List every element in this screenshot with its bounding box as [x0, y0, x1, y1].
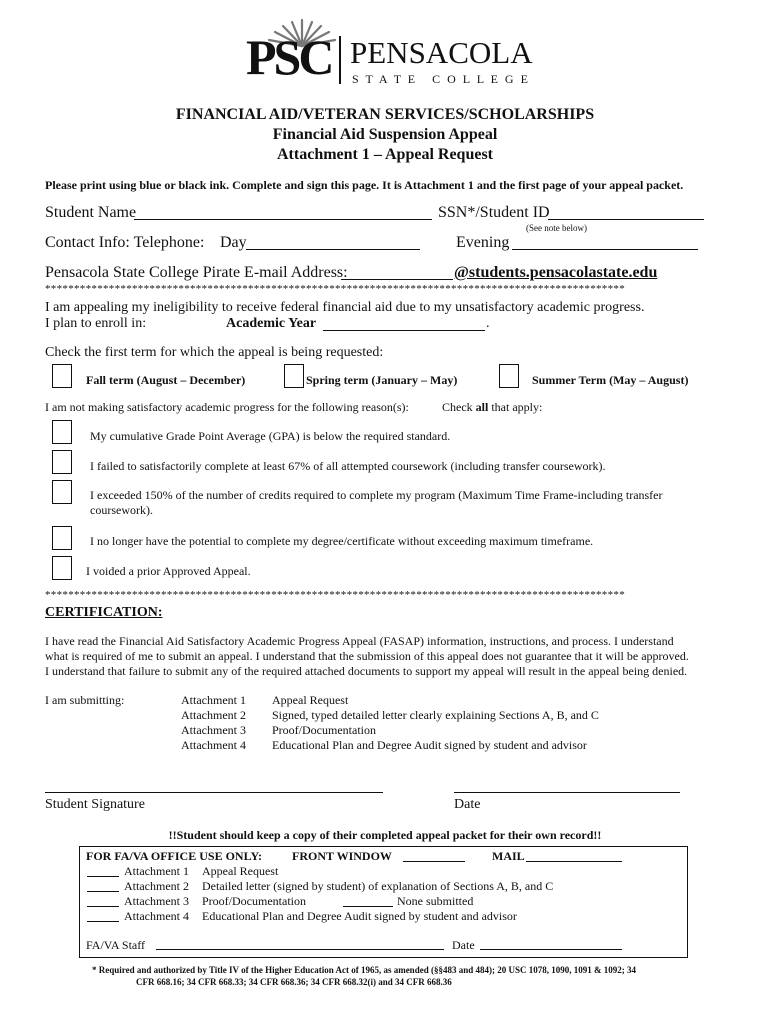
page-subtitle-2: Attachment 1 – Appeal Request [277, 146, 493, 163]
email-field[interactable] [341, 279, 453, 280]
none-submitted-label: None submitted [397, 894, 474, 908]
day-phone-field[interactable] [246, 249, 420, 250]
reason-max-timeframe-checkbox[interactable] [52, 480, 72, 504]
submitting-label: I am submitting: [45, 693, 125, 707]
logo-name: PENSACOLA [350, 35, 533, 70]
office-use-title: FOR FA/VA OFFICE USE ONLY [86, 849, 259, 863]
check-first-term: Check the first term for which the appeal is being requested: [45, 345, 384, 360]
submit-attachment-1: Attachment 1 [181, 693, 246, 707]
office-attachment-4: Attachment 4 [124, 909, 189, 923]
spring-term-checkbox[interactable] [284, 364, 304, 388]
submit-attachment-3: Attachment 3 [181, 723, 246, 737]
instructions: Please print using blue or black ink. Complete and sign this page. It is Attachment 1 and the first page of your appeal packet. [45, 178, 684, 192]
page-subtitle-1: Financial Aid Suspension Appeal [272, 126, 498, 143]
page-title: FINANCIAL AID/VETERAN SERVICES/SCHOLARSHIPS [175, 106, 595, 123]
office-date-field[interactable] [480, 949, 622, 950]
spring-term-label: Spring term (January – May) [306, 373, 458, 387]
office-check-1[interactable] [87, 876, 119, 877]
signature-date-field[interactable] [454, 792, 680, 793]
office-desc-4: Educational Plan and Degree Audit signed by student and advisor [202, 909, 517, 923]
period: . [486, 316, 490, 331]
fall-term-checkbox[interactable] [52, 364, 72, 388]
reasons-intro: I am not making satisfactory academic progress for the following reason(s): [45, 400, 409, 414]
day-label: Day [220, 234, 247, 251]
student-signature-field[interactable] [45, 792, 383, 793]
reason-voided: I voided a prior Approved Appeal. [86, 564, 251, 578]
summer-term-label: Summer Term (May – August) [532, 373, 689, 387]
logo-divider [339, 36, 341, 84]
submit-attachment-2: Attachment 2 [181, 708, 246, 722]
office-check-4[interactable] [87, 921, 119, 922]
staff-label: FA/VA Staff [86, 938, 146, 952]
submit-desc-3: Proof/Documentation [272, 723, 376, 737]
divider-stars: **************************************************************************************************** [45, 283, 625, 295]
reason-gpa-checkbox[interactable] [52, 420, 72, 444]
reason-potential-checkbox[interactable] [52, 526, 72, 550]
certification-text-1: I have read the Financial Aid Satisfactory Academic Progress Appeal (FASAP) information, instructions, and process. I understand [45, 634, 674, 648]
summer-term-checkbox[interactable] [499, 364, 519, 388]
office-desc-2: Detailed letter (signed by student) of explanation of Sections A, B, and C [202, 879, 554, 893]
reason-max-timeframe: I exceeded 150% of the number of credits required to complete my program (Maximum Time Frame-including transfer [90, 488, 663, 502]
check-all-note [442, 400, 542, 415]
office-use-heading [86, 849, 262, 864]
contact-info-label: Contact Info: Telephone: [45, 234, 205, 251]
ssn-field[interactable] [548, 219, 704, 220]
front-window-label: FRONT WINDOW [292, 849, 392, 863]
email-domain: @students.pensacolastate.edu [454, 264, 658, 281]
submit-attachment-4: Attachment 4 [181, 738, 246, 752]
academic-year-field[interactable] [323, 330, 485, 331]
keep-copy-notice: !!Student should keep a copy of their completed appeal packet for their own record!! [168, 828, 602, 842]
submit-desc-4: Educational Plan and Degree Audit signed by student and advisor [272, 738, 587, 752]
check-all-bold: all [475, 400, 489, 414]
mail-label: MAIL [492, 849, 525, 863]
certification-text-2: what is required of me to submit an appeal. I understand that the submission of this appeal does not guarantee that it will be approved. [45, 649, 689, 663]
mail-field[interactable] [526, 861, 622, 862]
email-label: Pensacola State College Pirate E-mail Address: [45, 264, 348, 281]
office-desc-1: Appeal Request [202, 864, 279, 878]
reason-voided-checkbox[interactable] [52, 556, 72, 580]
submit-desc-2: Signed, typed detailed letter clearly explaining Sections A, B, and C [272, 708, 599, 722]
office-date-label: Date [452, 938, 475, 952]
student-signature-label: Student Signature [45, 797, 145, 812]
office-attachment-2: Attachment 2 [124, 879, 189, 893]
office-desc-3: Proof/Documentation [202, 894, 306, 908]
office-check-3[interactable] [87, 906, 119, 907]
divider-stars-2: **************************************************************************************************** [45, 589, 625, 601]
office-use-colon: : [258, 849, 263, 863]
student-name-label: Student Name [45, 204, 137, 221]
reason-completion-checkbox[interactable] [52, 450, 72, 474]
logo-subtitle: S T A T E C O L L E G E [352, 72, 530, 86]
certification-heading: CERTIFICATION: [45, 605, 163, 620]
reason-gpa: My cumulative Grade Point Average (GPA) is below the required standard. [90, 429, 451, 443]
certification-text-3: I understand that failure to submit any of the required attached documents to support my appeal will result in the appeal being denied. [45, 664, 688, 678]
office-check-2[interactable] [87, 891, 119, 892]
student-name-field[interactable] [134, 219, 432, 220]
enroll-label: I plan to enroll in: [45, 316, 147, 331]
office-attachment-3: Attachment 3 [124, 894, 189, 908]
ssn-label: SSN*/Student ID [438, 204, 550, 221]
staff-field[interactable] [156, 949, 444, 950]
appeal-statement: I am appealing my ineligibility to receive federal financial aid due to my unsatisfactory academic progress. [45, 300, 645, 315]
reason-completion: I failed to satisfactorily complete at least 67% of all attempted coursework (including transfer coursework). [90, 459, 606, 473]
front-window-field[interactable] [403, 861, 465, 862]
check-all-post: that apply: [488, 400, 543, 414]
signature-date-label: Date [454, 797, 481, 812]
reason-max-timeframe-cont: coursework). [90, 503, 153, 517]
logo-acronym: PSC [246, 29, 332, 85]
footnote-line-1: * Required and authorized by Title IV of the Higher Education Act of 1965, as amended (§§483 and 484); 20 USC 1078, 1090, 1091 & 1092; 34 [92, 965, 636, 975]
none-submitted-field[interactable] [343, 906, 393, 907]
evening-label: Evening [456, 234, 510, 251]
reason-potential: I no longer have the potential to complete my degree/certificate without exceeding maximum timeframe. [90, 534, 594, 548]
academic-year-label: Academic Year [226, 316, 317, 331]
see-note: (See note below) [526, 223, 587, 233]
check-all-pre: Check [442, 400, 476, 414]
evening-phone-field[interactable] [512, 249, 698, 250]
submit-desc-1: Appeal Request [272, 693, 349, 707]
fall-term-label: Fall term (August – December) [86, 373, 246, 387]
footnote-line-2: CFR 668.16; 34 CFR 668.33; 34 CFR 668.36; 34 CFR 668.32(i) and 34 CFR 668.36 [136, 977, 452, 987]
office-attachment-1: Attachment 1 [124, 864, 189, 878]
